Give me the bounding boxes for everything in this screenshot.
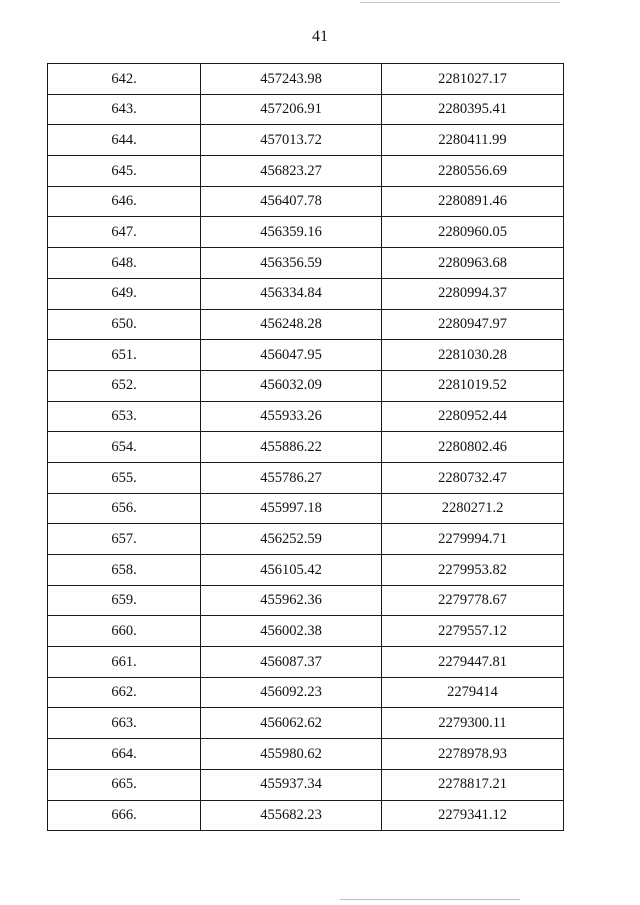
point-number-cell: 663. bbox=[48, 708, 201, 739]
x-coordinate-cell: 455682.23 bbox=[201, 800, 382, 831]
x-coordinate-cell: 455962.36 bbox=[201, 585, 382, 616]
y-coordinate-cell: 2280963.68 bbox=[382, 248, 564, 279]
y-coordinate-cell: 2279447.81 bbox=[382, 647, 564, 678]
table-row bbox=[48, 769, 564, 800]
table-row bbox=[48, 186, 564, 217]
point-number-cell: 642. bbox=[48, 64, 201, 95]
x-coordinate-cell: 455997.18 bbox=[201, 493, 382, 524]
point-number-cell: 643. bbox=[48, 94, 201, 125]
table-row bbox=[48, 217, 564, 248]
point-number-cell: 657. bbox=[48, 524, 201, 555]
table-row bbox=[48, 585, 564, 616]
y-coordinate-cell: 2280960.05 bbox=[382, 217, 564, 248]
y-coordinate-cell: 2279778.67 bbox=[382, 585, 564, 616]
point-number-cell: 658. bbox=[48, 555, 201, 586]
y-coordinate-cell: 2280732.47 bbox=[382, 462, 564, 493]
point-number-cell: 647. bbox=[48, 217, 201, 248]
x-coordinate-cell: 455786.27 bbox=[201, 462, 382, 493]
x-coordinate-cell: 456062.62 bbox=[201, 708, 382, 739]
x-coordinate-cell: 455886.22 bbox=[201, 432, 382, 463]
y-coordinate-cell: 2280556.69 bbox=[382, 156, 564, 187]
table-row bbox=[48, 248, 564, 279]
point-number-cell: 656. bbox=[48, 493, 201, 524]
y-coordinate-cell: 2279414 bbox=[382, 677, 564, 708]
y-coordinate-cell: 2280952.44 bbox=[382, 401, 564, 432]
table-row bbox=[48, 340, 564, 371]
x-coordinate-cell: 455937.34 bbox=[201, 769, 382, 800]
point-number-cell: 651. bbox=[48, 340, 201, 371]
x-coordinate-cell: 456359.16 bbox=[201, 217, 382, 248]
y-coordinate-cell: 2281019.52 bbox=[382, 370, 564, 401]
x-coordinate-cell: 456823.27 bbox=[201, 156, 382, 187]
y-coordinate-cell: 2281030.28 bbox=[382, 340, 564, 371]
table-row bbox=[48, 64, 564, 95]
x-coordinate-cell: 456087.37 bbox=[201, 647, 382, 678]
table-row bbox=[48, 800, 564, 831]
scan-edge-line-bottom bbox=[340, 899, 520, 900]
point-number-cell: 655. bbox=[48, 462, 201, 493]
table-row bbox=[48, 309, 564, 340]
y-coordinate-cell: 2280891.46 bbox=[382, 186, 564, 217]
y-coordinate-cell: 2280947.97 bbox=[382, 309, 564, 340]
table-row bbox=[48, 677, 564, 708]
table-row bbox=[48, 739, 564, 770]
point-number-cell: 646. bbox=[48, 186, 201, 217]
x-coordinate-cell: 456002.38 bbox=[201, 616, 382, 647]
point-number-cell: 650. bbox=[48, 309, 201, 340]
point-number-cell: 645. bbox=[48, 156, 201, 187]
y-coordinate-cell: 2280802.46 bbox=[382, 432, 564, 463]
table-row bbox=[48, 401, 564, 432]
y-coordinate-cell: 2279557.12 bbox=[382, 616, 564, 647]
y-coordinate-cell: 2280395.41 bbox=[382, 94, 564, 125]
y-coordinate-cell: 2278817.21 bbox=[382, 769, 564, 800]
table-row bbox=[48, 524, 564, 555]
point-number-cell: 661. bbox=[48, 647, 201, 678]
point-number-cell: 653. bbox=[48, 401, 201, 432]
point-number-cell: 665. bbox=[48, 769, 201, 800]
point-number-cell: 654. bbox=[48, 432, 201, 463]
y-coordinate-cell: 2278978.93 bbox=[382, 739, 564, 770]
table-row bbox=[48, 278, 564, 309]
point-number-cell: 660. bbox=[48, 616, 201, 647]
y-coordinate-cell: 2279953.82 bbox=[382, 555, 564, 586]
table-row bbox=[48, 370, 564, 401]
scan-edge-line-top bbox=[360, 2, 560, 3]
point-number-cell: 652. bbox=[48, 370, 201, 401]
table-row bbox=[48, 708, 564, 739]
point-number-cell: 662. bbox=[48, 677, 201, 708]
table-row bbox=[48, 555, 564, 586]
table-row bbox=[48, 125, 564, 156]
table-row bbox=[48, 462, 564, 493]
table-row bbox=[48, 647, 564, 678]
y-coordinate-cell: 2280271.2 bbox=[382, 493, 564, 524]
y-coordinate-cell: 2279994.71 bbox=[382, 524, 564, 555]
page-number: 41 bbox=[312, 28, 328, 45]
table-row bbox=[48, 493, 564, 524]
y-coordinate-cell: 2280994.37 bbox=[382, 278, 564, 309]
table-row bbox=[48, 156, 564, 187]
x-coordinate-cell: 456032.09 bbox=[201, 370, 382, 401]
x-coordinate-cell: 456047.95 bbox=[201, 340, 382, 371]
coordinates-table-body bbox=[48, 64, 564, 831]
point-number-cell: 648. bbox=[48, 248, 201, 279]
point-number-cell: 644. bbox=[48, 125, 201, 156]
x-coordinate-cell: 455980.62 bbox=[201, 739, 382, 770]
y-coordinate-cell: 2280411.99 bbox=[382, 125, 564, 156]
x-coordinate-cell: 456092.23 bbox=[201, 677, 382, 708]
x-coordinate-cell: 456356.59 bbox=[201, 248, 382, 279]
y-coordinate-cell: 2279300.11 bbox=[382, 708, 564, 739]
point-number-cell: 666. bbox=[48, 800, 201, 831]
y-coordinate-cell: 2281027.17 bbox=[382, 64, 564, 95]
table-row bbox=[48, 432, 564, 463]
x-coordinate-cell: 457013.72 bbox=[201, 125, 382, 156]
x-coordinate-cell: 457243.98 bbox=[201, 64, 382, 95]
y-coordinate-cell: 2279341.12 bbox=[382, 800, 564, 831]
x-coordinate-cell: 456407.78 bbox=[201, 186, 382, 217]
x-coordinate-cell: 456252.59 bbox=[201, 524, 382, 555]
x-coordinate-cell: 455933.26 bbox=[201, 401, 382, 432]
x-coordinate-cell: 456334.84 bbox=[201, 278, 382, 309]
point-number-cell: 659. bbox=[48, 585, 201, 616]
table-row bbox=[48, 616, 564, 647]
x-coordinate-cell: 456248.28 bbox=[201, 309, 382, 340]
coordinates-table bbox=[47, 63, 564, 831]
table-row bbox=[48, 94, 564, 125]
point-number-cell: 664. bbox=[48, 739, 201, 770]
x-coordinate-cell: 456105.42 bbox=[201, 555, 382, 586]
x-coordinate-cell: 457206.91 bbox=[201, 94, 382, 125]
point-number-cell: 649. bbox=[48, 278, 201, 309]
